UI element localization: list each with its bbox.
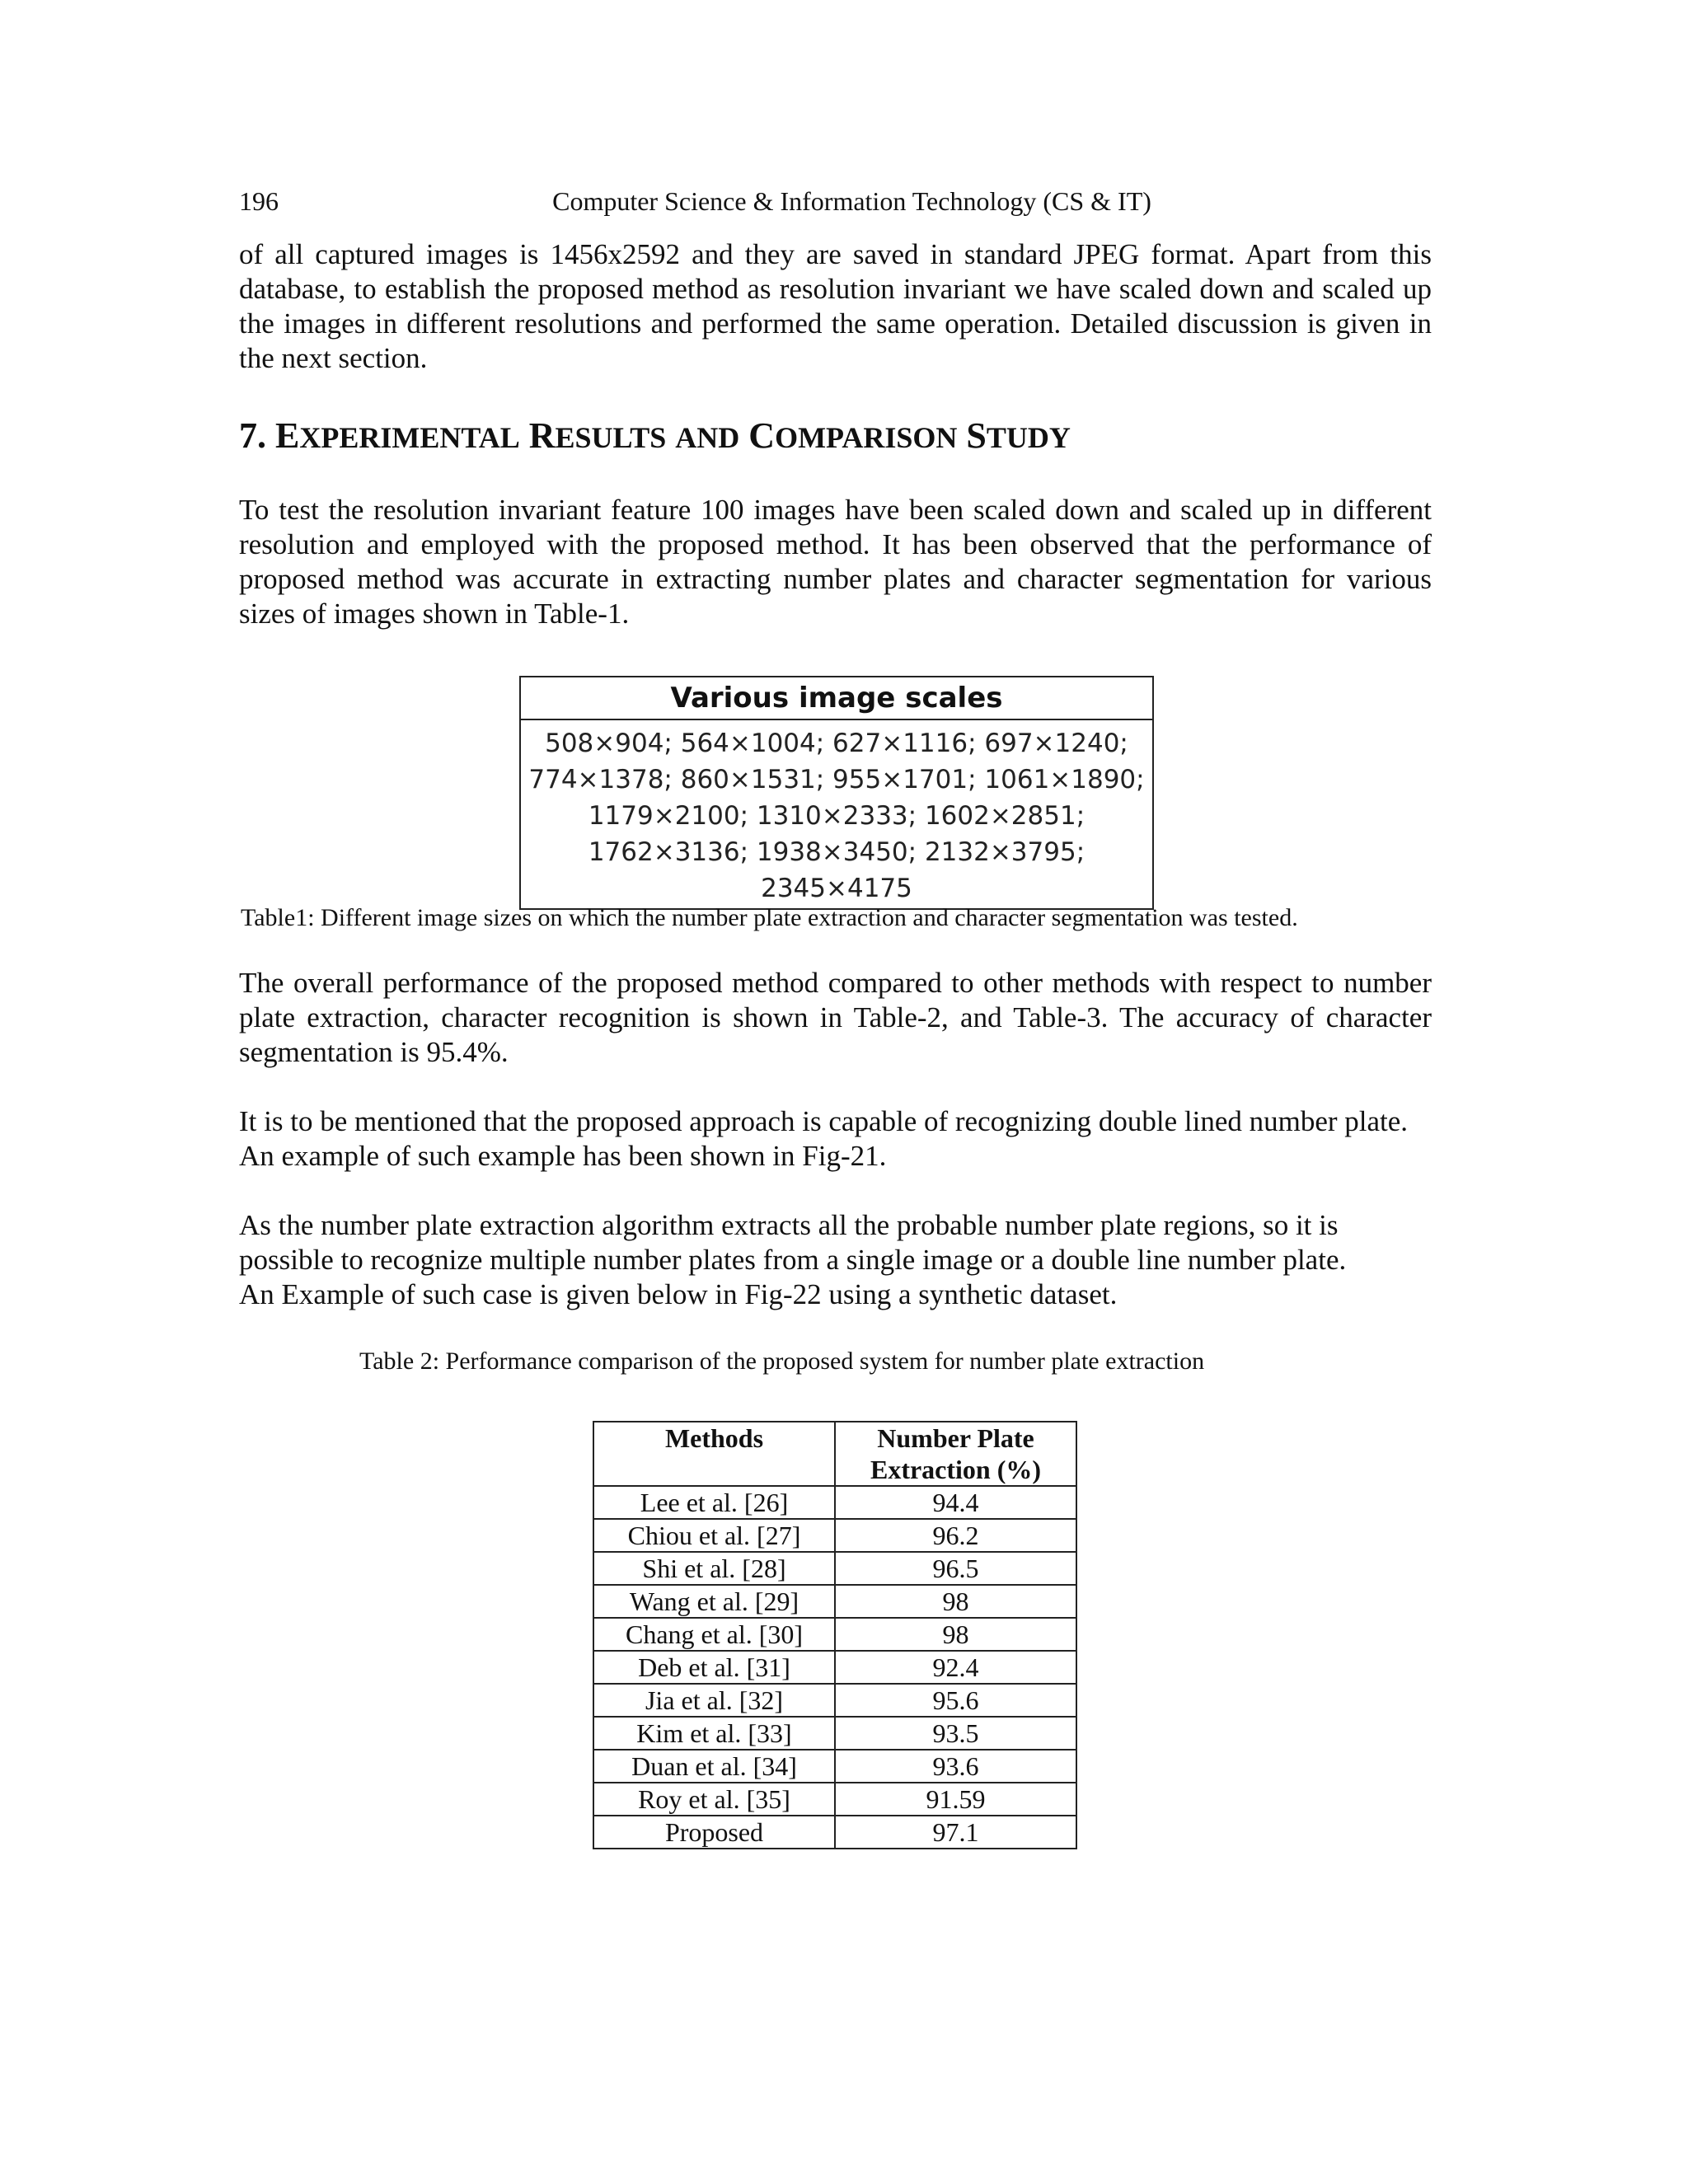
value-cell: 93.6 bbox=[835, 1750, 1076, 1783]
method-cell: Jia et al. [32] bbox=[593, 1684, 835, 1717]
heading-word-rest: ESULTS bbox=[555, 421, 667, 454]
section-heading bbox=[239, 414, 1071, 460]
heading-word-rest: XPERIMENTAL bbox=[299, 421, 520, 454]
value-cell: 98 bbox=[835, 1585, 1076, 1618]
method-cell: Deb et al. [31] bbox=[593, 1651, 835, 1684]
heading-word-cap: E bbox=[275, 415, 300, 456]
method-cell: Duan et al. [34] bbox=[593, 1750, 835, 1783]
journal-name: Computer Science & Information Technology (CS & IT) bbox=[552, 186, 1151, 216]
heading-word-cap: S bbox=[966, 415, 987, 456]
table-row bbox=[593, 1618, 1076, 1651]
value-cell: 94.4 bbox=[835, 1486, 1076, 1519]
value-cell: 98 bbox=[835, 1618, 1076, 1651]
table-header-row bbox=[593, 1422, 1076, 1486]
table2-caption: Table 2: Performance comparison of the proposed system for number plate extraction bbox=[359, 1347, 1205, 1375]
value-cell: 97.1 bbox=[835, 1816, 1076, 1849]
value-cell: 91.59 bbox=[835, 1783, 1076, 1816]
value-cell: 93.5 bbox=[835, 1717, 1076, 1750]
method-cell: Chiou et al. [27] bbox=[593, 1519, 835, 1552]
paragraph-double-lined: It is to be mentioned that the proposed approach is capable of recognizing double lined number plate. An example of such example has been shown in Fig-21. bbox=[239, 1105, 1409, 1172]
column-header-methods: Methods bbox=[593, 1422, 835, 1486]
heading-word-rest: TUDY bbox=[986, 421, 1071, 454]
image-scales-table-body bbox=[521, 720, 1152, 908]
table-row bbox=[593, 1651, 1076, 1684]
table-row bbox=[593, 1783, 1076, 1816]
heading-word-cap: C bbox=[748, 415, 776, 456]
running-header bbox=[239, 186, 1432, 219]
paragraph-overall-performance: The overall performance of the proposed method compared to other methods with respect to number plate extraction, character recognition is shown in Table-2, and Table-3. The accuracy of character segmentation is 95.4%. bbox=[239, 967, 1432, 1068]
method-cell: Proposed bbox=[593, 1816, 835, 1849]
image-scales-line: 1762×3136; 1938×3450; 2132×3795; 2345×4175 bbox=[588, 837, 1085, 903]
method-cell: Lee et al. [26] bbox=[593, 1486, 835, 1519]
value-cell: 92.4 bbox=[835, 1651, 1076, 1684]
table1-caption: Table1: Different image sizes on which the number plate extraction and character segmentation was tested. bbox=[241, 904, 1298, 931]
paragraph-line: An Example of such case is given below in Fig-22 using a synthetic dataset. bbox=[239, 1278, 1118, 1310]
column-header-line: Extraction (%) bbox=[870, 1455, 1042, 1484]
image-scales-line: 508×904; 564×1004; 627×1116; 697×1240; bbox=[545, 729, 1128, 758]
performance-table bbox=[593, 1421, 1077, 1849]
table-row bbox=[593, 1552, 1076, 1585]
heading-word-cap: R bbox=[528, 415, 556, 456]
table-row bbox=[593, 1585, 1076, 1618]
table-row bbox=[593, 1816, 1076, 1849]
image-scales-line: 774×1378; 860×1531; 955×1701; 1061×1890; bbox=[528, 765, 1145, 794]
method-cell: Shi et al. [28] bbox=[593, 1552, 835, 1585]
paragraph-intro: of all captured images is 1456x2592 and they are saved in standard JPEG format. Apart from this database, to establish the proposed method as resolution invariant we have scaled down and scaled up the images in different resolutions and performed the same operation. Detailed discussion is given in the next section. bbox=[239, 238, 1432, 374]
column-header-line: Number Plate bbox=[877, 1423, 1034, 1453]
paragraph-resolution-test: To test the resolution invariant feature 100 images have been scaled down and scaled up in different resolution and employed with the proposed method. It has been observed that the performance of proposed method was accurate in extracting number plates and character segmentation for various sizes of images shown in Table-1. bbox=[239, 494, 1432, 630]
table-row bbox=[593, 1486, 1076, 1519]
image-scales-table bbox=[519, 676, 1154, 910]
method-cell: Wang et al. [29] bbox=[593, 1585, 835, 1618]
table-row bbox=[593, 1684, 1076, 1717]
heading-word-rest: OMPARISON bbox=[775, 421, 958, 454]
value-cell: 95.6 bbox=[835, 1684, 1076, 1717]
section-number: 7. bbox=[239, 415, 275, 456]
paragraph-multiple-plates bbox=[239, 1208, 1432, 1312]
column-header-extraction bbox=[835, 1422, 1076, 1486]
heading-word-rest: AND bbox=[675, 421, 740, 454]
table-row bbox=[593, 1519, 1076, 1552]
value-cell: 96.5 bbox=[835, 1552, 1076, 1585]
method-cell: Chang et al. [30] bbox=[593, 1618, 835, 1651]
paragraph-line: As the number plate extraction algorithm extracts all the probable number plate regions, so it is bbox=[239, 1209, 1339, 1241]
value-cell: 96.2 bbox=[835, 1519, 1076, 1552]
page-number: 196 bbox=[239, 186, 279, 216]
table-row bbox=[593, 1717, 1076, 1750]
table-row bbox=[593, 1750, 1076, 1783]
image-scales-line: 1179×2100; 1310×2333; 1602×2851; bbox=[588, 801, 1085, 831]
method-cell: Roy et al. [35] bbox=[593, 1783, 835, 1816]
paragraph-line: possible to recognize multiple number plates from a single image or a double line number plate. bbox=[239, 1244, 1347, 1276]
method-cell: Kim et al. [33] bbox=[593, 1717, 835, 1750]
image-scales-table-header: Various image scales bbox=[521, 677, 1152, 720]
